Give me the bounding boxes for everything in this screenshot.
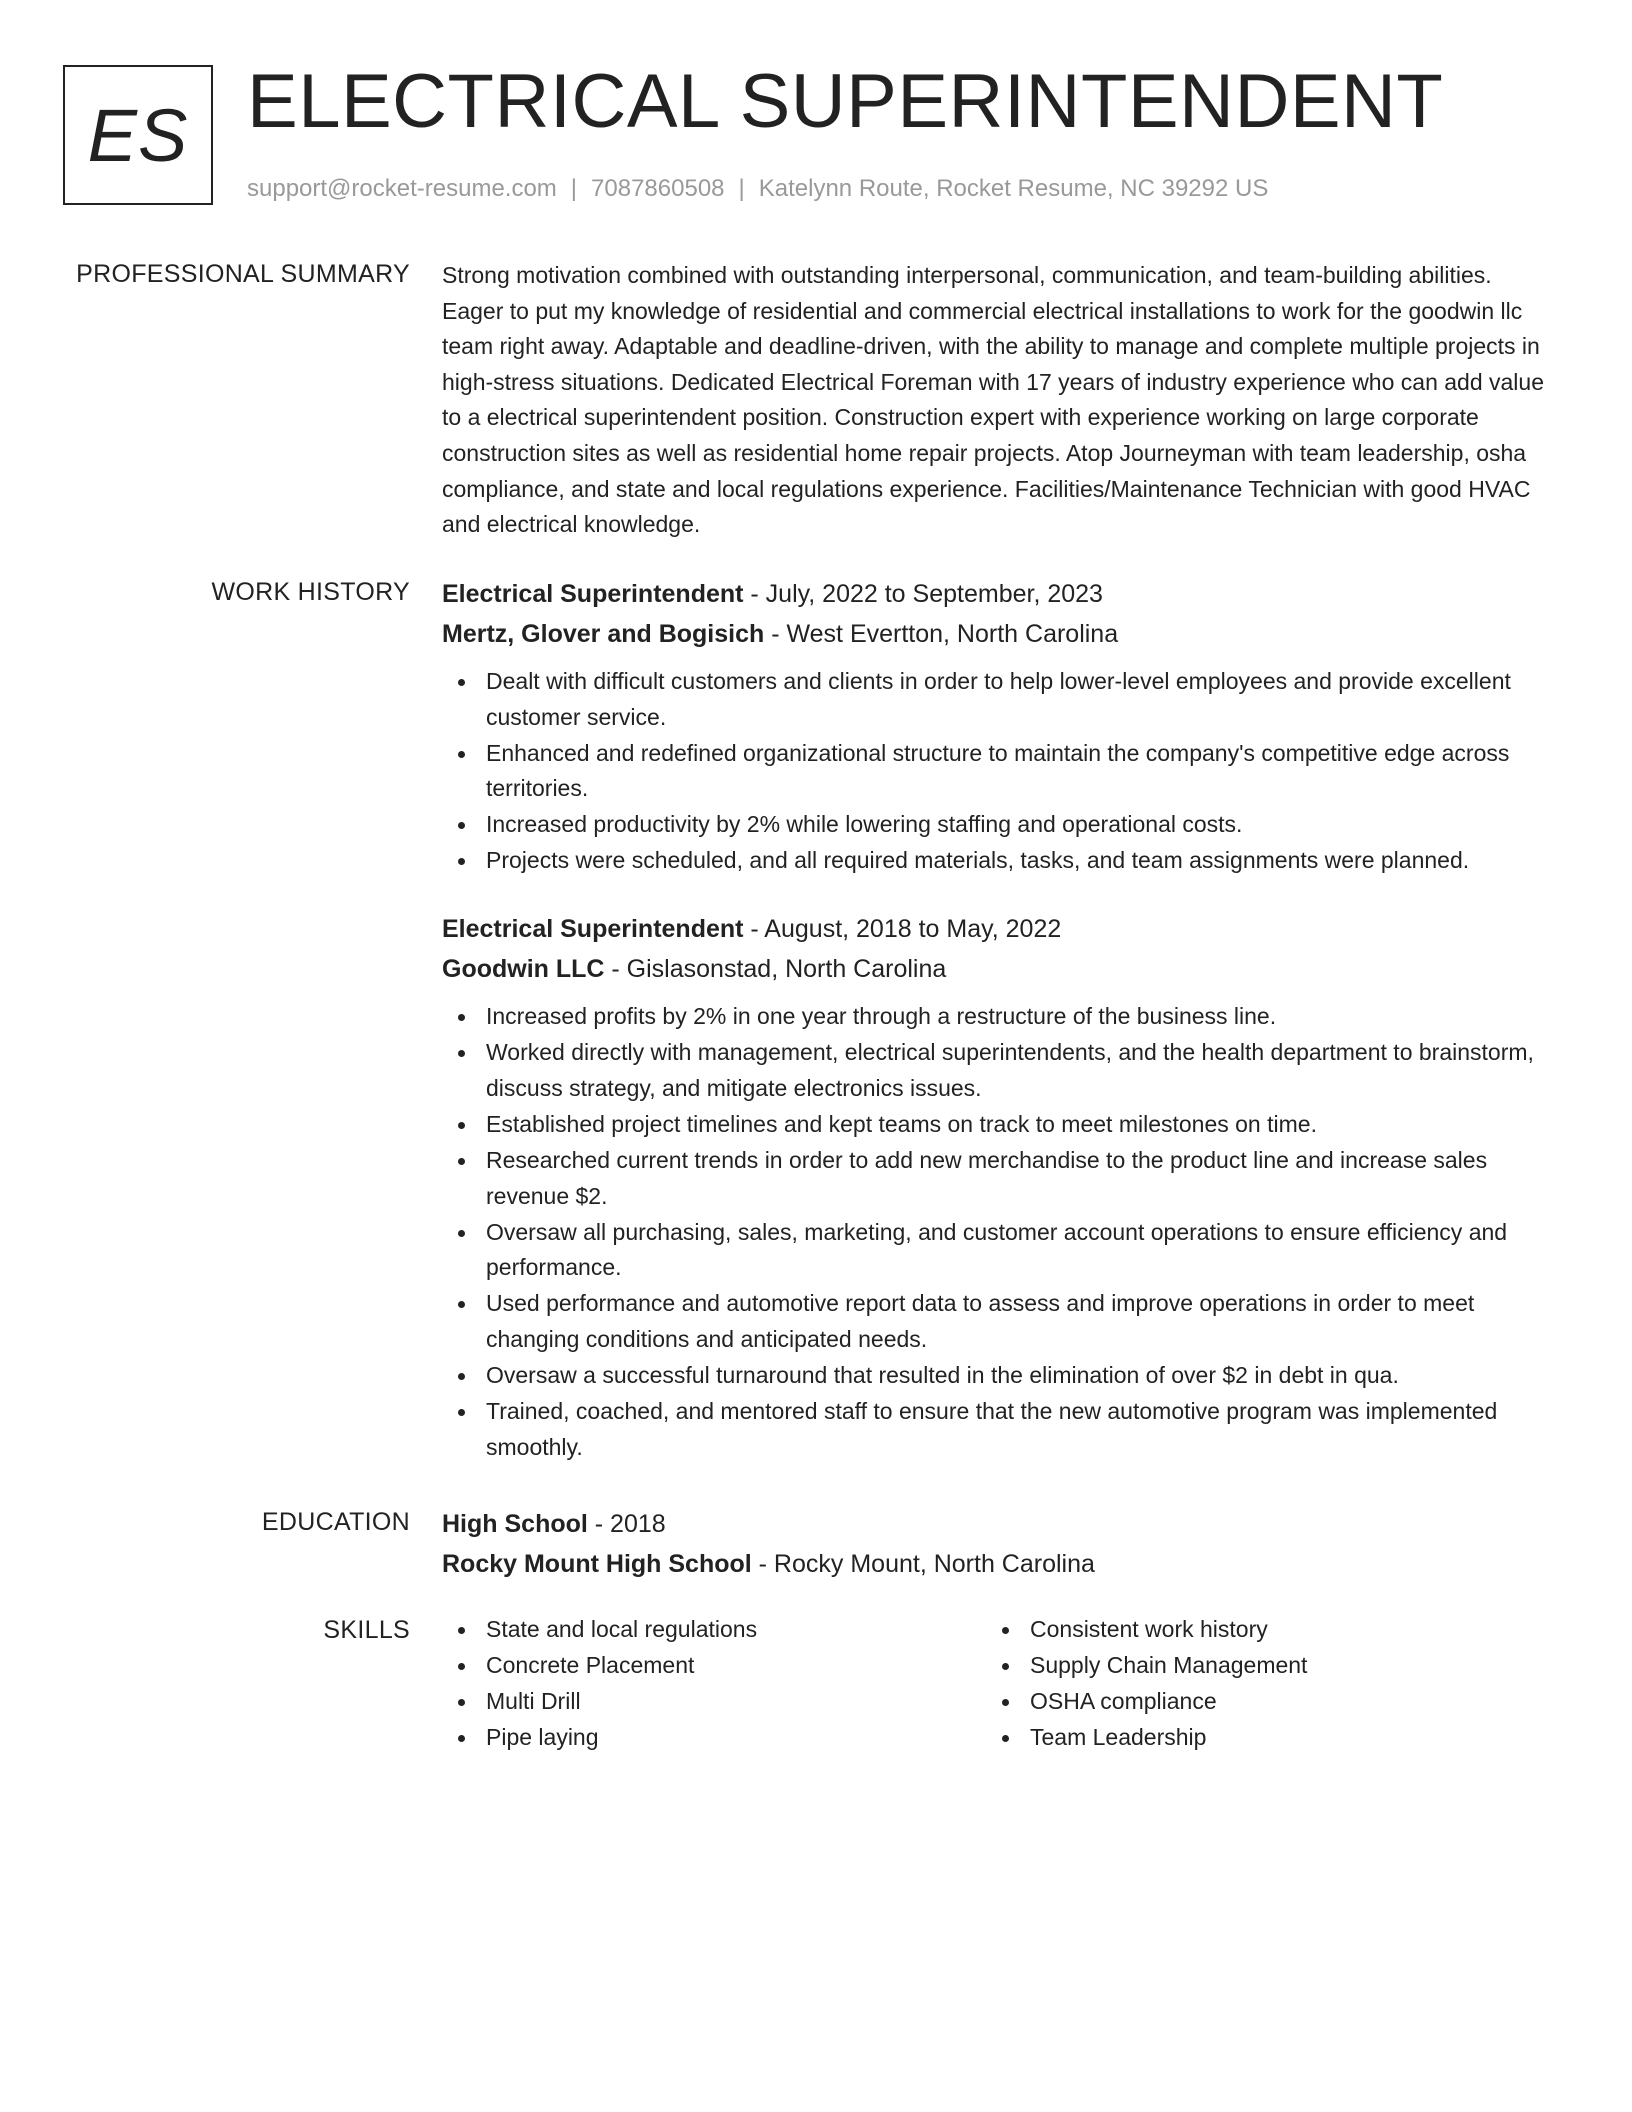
contact-separator: | (738, 175, 745, 202)
list-item: Pipe laying (442, 1720, 986, 1756)
job-title: Electrical Superintendent (442, 915, 744, 944)
list-item: Enhanced and redefined organizational structure to maintain the company's competitive edge across territories. (442, 736, 1552, 807)
list-item: Oversaw all purchasing, sales, marketing, and customer account operations to ensure efficiency and performance. (442, 1215, 1552, 1286)
list-item: Increased profits by 2% in one year through a restructure of the business line. (442, 999, 1552, 1035)
skills-column-left (442, 1612, 986, 1756)
list-item: Oversaw a successful turnaround that resulted in the elimination of over $2 in debt in qua. (442, 1358, 1552, 1394)
contact-email[interactable]: support@rocket-resume.com (247, 175, 557, 202)
contact-address: Katelynn Route, Rocket Resume, NC 39292 US (758, 175, 1269, 202)
section-heading: WORK HISTORY (211, 578, 410, 606)
list-item: Supply Chain Management (986, 1648, 1530, 1684)
list-item: Team Leadership (986, 1720, 1530, 1756)
job-bullet-list (442, 999, 1552, 1465)
education-degree: High School (442, 1510, 588, 1538)
list-item: Researched current trends in order to add new merchandise to the product line and increase sales revenue $2. (442, 1143, 1552, 1214)
skills-columns (442, 1612, 1552, 1756)
job-entry (442, 909, 1552, 1465)
list-item: Projects were scheduled, and all required materials, tasks, and team assignments were planned. (442, 843, 1552, 879)
list-item: OSHA compliance (986, 1684, 1530, 1720)
summary-body (442, 256, 1552, 543)
skills-column-right (986, 1612, 1530, 1756)
job-title: Electrical Superintendent (442, 580, 744, 608)
list-item: Concrete Placement (442, 1648, 986, 1684)
job-entry (442, 574, 1552, 879)
job-company: Mertz, Glover and Bogisich (442, 620, 765, 648)
job-location: - Gislasonstad, North Carolina (604, 955, 947, 984)
job-location: - West Evertton, North Carolina (764, 620, 1119, 648)
education-school-line (442, 1544, 1552, 1584)
skills-body (442, 1612, 1552, 1756)
education-degree-line (442, 1504, 1552, 1544)
education-year: - 2018 (587, 1510, 666, 1538)
list-item: Trained, coached, and mentored staff to ensure that the new automotive program was implemented smoothly. (442, 1394, 1552, 1465)
list-item: Consistent work history (986, 1612, 1530, 1648)
job-title-line (442, 909, 1552, 949)
contact-line (247, 172, 1268, 206)
list-item: Worked directly with management, electrical superintendents, and the health department to brainstorm, discuss strategy, and mitigate electronics issues. (442, 1035, 1552, 1106)
section-heading: EDUCATION (261, 1508, 410, 1536)
job-dates: - August, 2018 to May, 2022 (743, 915, 1062, 944)
contact-phone[interactable]: 7087860508 (591, 175, 725, 202)
list-item: Dealt with difficult customers and clients in order to help lower-level employees and provide excellent customer service. (442, 664, 1552, 735)
education-body (442, 1504, 1552, 1584)
education-school: Rocky Mount High School (442, 1550, 752, 1578)
monogram-badge: ES (63, 65, 213, 205)
section-heading: PROFESSIONAL SUMMARY (76, 260, 410, 288)
job-company: Goodwin LLC (442, 955, 605, 984)
list-item: Established project timelines and kept teams on track to meet milestones on time. (442, 1107, 1552, 1143)
section-heading: SKILLS (323, 1616, 410, 1644)
summary-text: Strong motivation combined with outstanding interpersonal, communication, and team-building abilities. Eager to put my knowledge of residential and commercial electrical installations to work for the goodwin llc team right away. Adaptable and deadline-driven, with the ability to manage and complete multiple projects in high-stress situations. Dedicated Electrical Foreman with 17 years of industry experience who can add value to a electrical superintendent position. Construction expert with experience working on large corporate construction sites as well as residential home repair projects. Atop Journeyman with team leadership, osha compliance, and state and local regulations experience. Facilities/Maintenance Technician with good HVAC and electrical knowledge. (442, 262, 1545, 538)
work-history-body (442, 574, 1552, 1466)
skills-list (442, 1612, 986, 1756)
contact-separator: | (570, 175, 578, 202)
list-item: State and local regulations (442, 1612, 986, 1648)
job-dates: - July, 2022 to September, 2023 (743, 580, 1103, 608)
skills-list (986, 1612, 1530, 1756)
resume-title: ELECTRICAL SUPERINTENDENT (247, 59, 1444, 144)
job-title-line (442, 574, 1552, 614)
list-item: Used performance and automotive report data to assess and improve operations in order to meet changing conditions and anticipated needs. (442, 1286, 1552, 1357)
job-company-line (442, 614, 1552, 654)
job-company-line (442, 949, 1552, 989)
job-bullet-list (442, 664, 1552, 879)
education-location: - Rocky Mount, North Carolina (751, 1550, 1095, 1578)
list-item: Multi Drill (442, 1684, 986, 1720)
list-item: Increased productivity by 2% while lowering staffing and operational costs. (442, 807, 1552, 843)
